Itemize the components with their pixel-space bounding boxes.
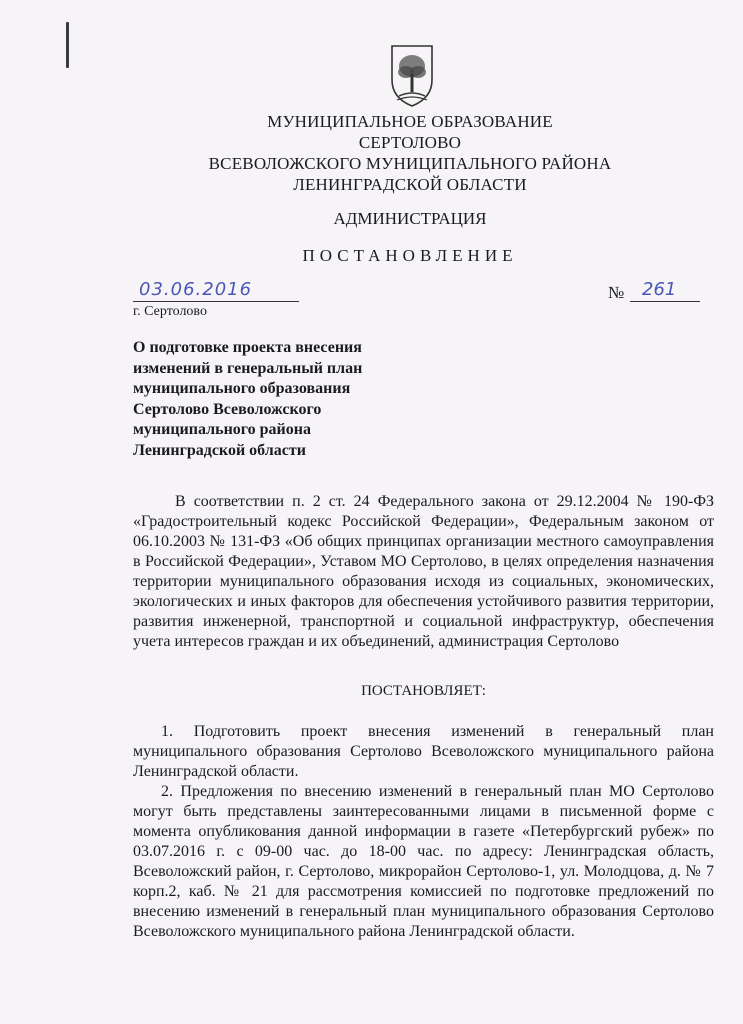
district-name: ВСЕВОЛОЖСКОГО МУНИЦИПАЛЬНОГО РАЙОНА: [208, 154, 612, 173]
region-name: ЛЕНИНГРАДСКОЙ ОБЛАСТИ: [293, 175, 527, 194]
number-label: №: [608, 283, 625, 302]
coat-of-arms-icon: [389, 44, 435, 108]
decree-items: [133, 722, 714, 942]
city-label: г. Сертолово: [133, 304, 207, 319]
municipality-name: СЕРТОЛОВО: [358, 133, 462, 152]
date-field: [133, 279, 299, 302]
preamble-paragraph: В соответствии п. 2 ст. 24 Федерального закона от 29.12.2004 № 190-ФЗ «Градостроительный кодекс Российской Федерации», Федеральным законом от 06.10.2003 № 131-ФЗ «Об общих принципах организации местного самоуправления в Российской Федерации», Уставом МО Сертолово, в целях определения назначения территории муниципального образования исходя из социальных, экономических, экологических и иных факторов для обеспечения устойчивого развития территории, развития инженерной, транспортной и социальной инфраструктур, обеспечения учета интересов граждан и их объединений, администрация Сертолово: [133, 493, 714, 650]
document-type-heading: ПОСТАНОВЛЕНИЕ: [302, 246, 518, 265]
handwritten-number: 261: [642, 279, 677, 300]
margin-mark: [66, 22, 69, 68]
decree-item: 1. Подготовить проект внесения изменений в генеральный план муниципального образования Сертолово Всеволожского муниципального района Ленинградской области.: [133, 723, 714, 780]
municipality-title: МУНИЦИПАЛЬНОЕ ОБРАЗОВАНИЕ: [267, 112, 553, 131]
document-subject: О подготовке проекта внесения изменений в генеральный план муниципального образования Сертолово Всеволожского муниципального района Ленинградской области: [133, 339, 363, 459]
resolves-heading: ПОСТАНОВЛЯЕТ:: [361, 683, 486, 699]
decree-item: 2. Предложения по внесению изменений в генеральный план МО Сертолово могут быть представлены заинтересованными лицами в письменной форме с момента опубликования данной информации в газете «Петербургский рубеж» по 03.07.2016 г. с 09-00 час. до 18-00 час. по адресу: Ленинградская область, Всеволожский район, г. Сертолово, микрорайон Сертолово-1, ул. Молодцова, д. № 7 корп.2, каб. № 21 для рассмотрения комиссией по подготовке предложений по внесению изменений в генеральный план муниципального образования Сертолово Всеволожского муниципального района Ленинградской области.: [133, 783, 714, 940]
administration-heading: АДМИНИСТРАЦИЯ: [333, 209, 487, 228]
number-field: [630, 279, 700, 302]
handwritten-date: 03.06.2016: [139, 279, 253, 300]
